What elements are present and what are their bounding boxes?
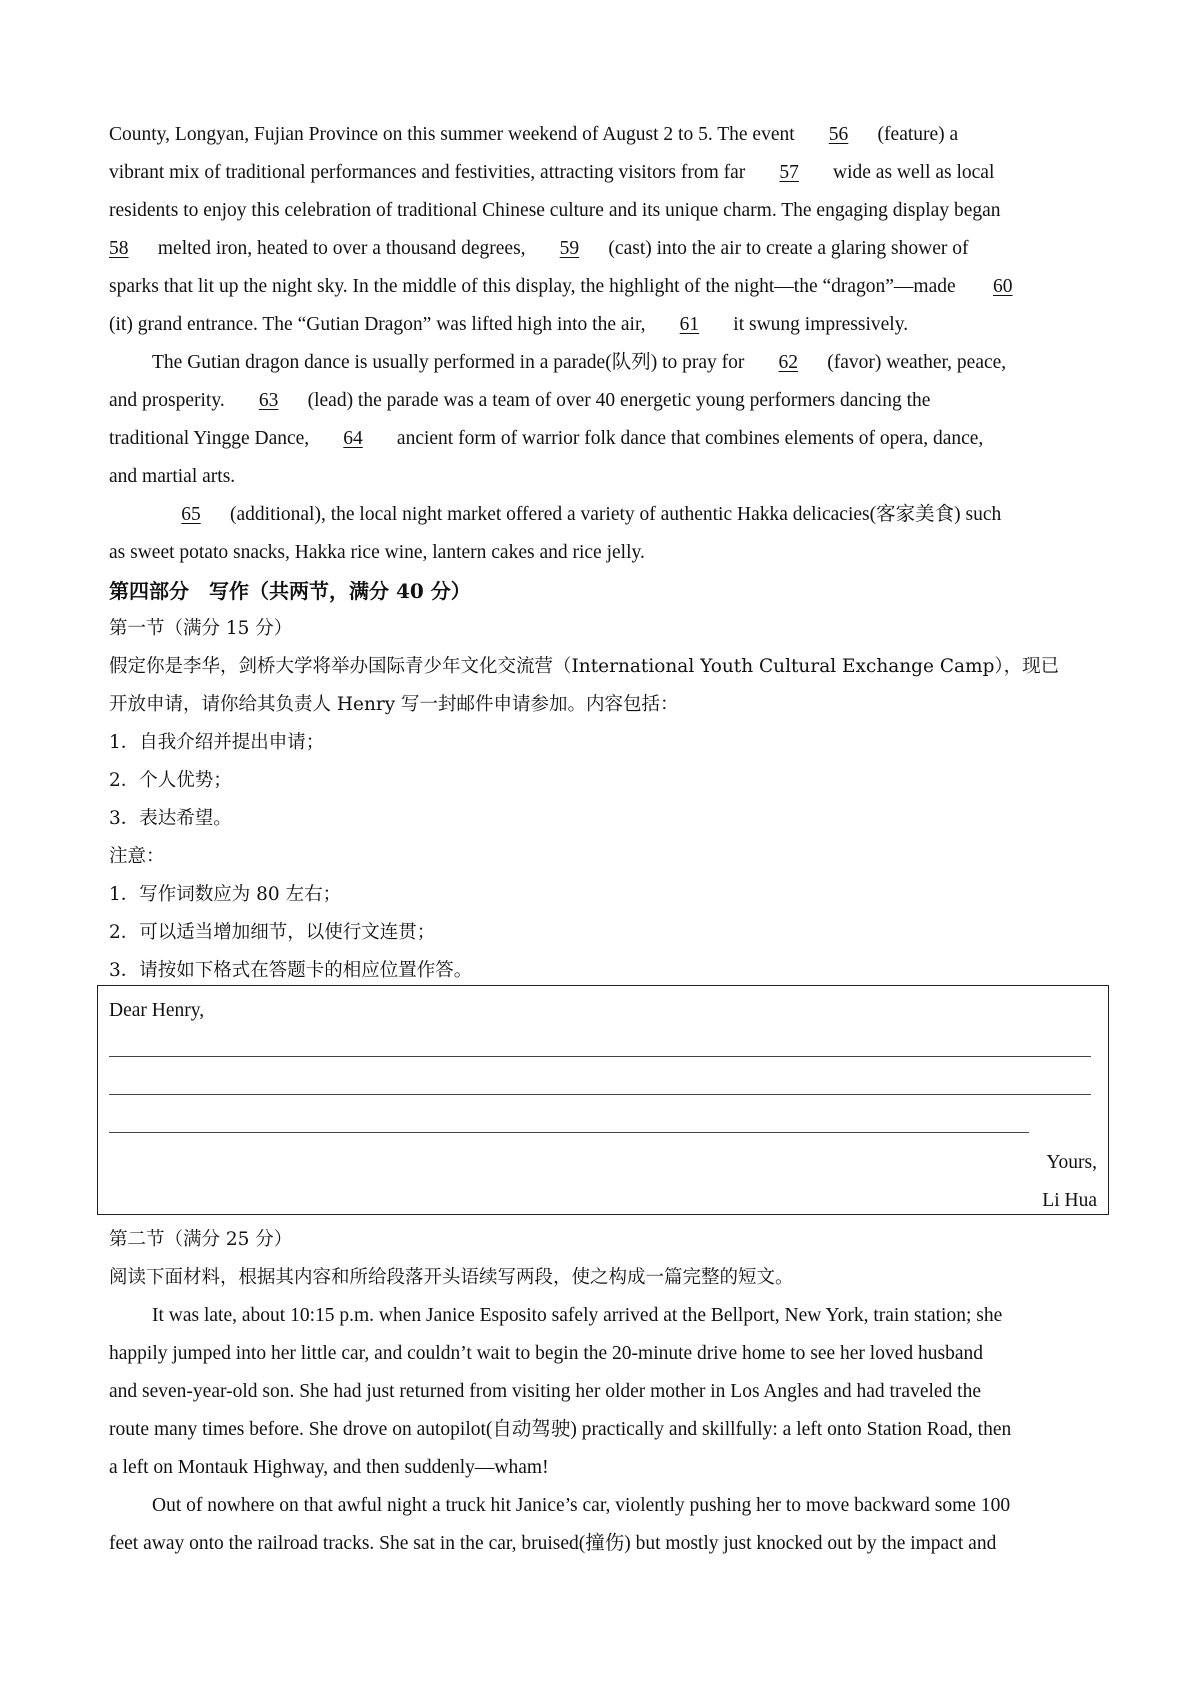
text: and martial arts. [109, 466, 236, 487]
text: The Gutian dragon dance is usually performed in a parade(队列) to pray for [152, 352, 750, 373]
passage-line-7 [152, 344, 1137, 382]
letter-greeting: Dear Henry, [109, 1000, 205, 1021]
passage-line-9 [109, 420, 1094, 458]
story-line-3: and seven-year-old son. She had just returned from visiting her older mother in Los Angles and had traveled the [109, 1381, 982, 1402]
content-item-1: 1．自我介绍并提出申请； [109, 732, 325, 753]
writing-line-1[interactable] [109, 1056, 1091, 1057]
passage-line-8 [109, 382, 1094, 420]
story-line-2: happily jumped into her little car, and couldn’t wait to begin the 20-minute drive home to see her loved husband [109, 1343, 983, 1364]
text: (feature) a [877, 124, 959, 145]
text: it swung impressively. [728, 314, 909, 335]
text: melted iron, heated to over a thousand degrees, [153, 238, 531, 259]
text: ancient form of warrior folk dance that combines elements of opera, dance, [392, 428, 984, 449]
letter-signature: Li Hua [1042, 1190, 1097, 1211]
text: (it) grand entrance. The “Gutian Dragon” was lifted high into the air, [109, 314, 651, 335]
continuation-task: 阅读下面材料，根据其内容和所给段落开头语续写两段，使之构成一篇完整的短文。 [109, 1267, 794, 1288]
blank-61[interactable]: 61 [679, 314, 700, 335]
passage-line-5 [109, 268, 1094, 306]
passage-line-11 [152, 496, 1137, 534]
blank-62[interactable]: 62 [778, 352, 798, 373]
note-item-2: 2．可以适当增加细节，以使行文连贯； [109, 922, 436, 943]
text: (favor) weather, peace, [827, 352, 1007, 373]
text: (lead) the parade was a team of over 40 energetic young performers dancing the [307, 390, 931, 411]
passage-line-6 [109, 306, 1094, 344]
blank-57[interactable]: 57 [779, 162, 799, 183]
note-item-3: 3．请按如下格式在答题卡的相应位置作答。 [109, 960, 473, 981]
text: (cast) into the air to create a glaring shower of [608, 238, 969, 259]
text: County, Longyan, Fujian Province on this summer weekend of August 2 to 5. The event [109, 124, 800, 145]
content-item-2: 2．个人优势； [109, 770, 232, 791]
story-line-7: feet away onto the railroad tracks. She sat in the car, bruised(撞伤) but mostly just knocked out by the impact and [109, 1533, 997, 1554]
task-line-1: 假定你是李华，剑桥大学将举办国际青少年文化交流营（International Youth Cultural Exchange Camp），现已 [109, 656, 1060, 677]
blank-59[interactable]: 59 [559, 238, 580, 259]
text: wide as well as local [828, 162, 995, 183]
task-line-2: 开放申请，请你给其负责人 Henry 写一封邮件申请参加。内容包括： [109, 694, 679, 715]
letter-closing: Yours, [1046, 1152, 1097, 1173]
passage-line-1 [109, 116, 1094, 154]
blank-60[interactable]: 60 [993, 276, 1013, 297]
note-item-1: 1．写作词数应为 80 左右； [109, 884, 342, 905]
text: sparks that lit up the night sky. In the middle of this display, the highlight of the night—the “dragon”—made [109, 276, 961, 297]
text: as sweet potato snacks, Hakka rice wine, lantern cakes and rice jelly. [109, 542, 645, 563]
note-title: 注意： [109, 846, 165, 867]
blank-58[interactable]: 58 [109, 238, 129, 259]
text: vibrant mix of traditional performances and festivities, attracting visitors from far [109, 162, 751, 183]
content-item-3: 3．表达希望。 [109, 808, 232, 829]
blank-64[interactable]: 64 [343, 428, 363, 449]
story-line-6: Out of nowhere on that awful night a truck hit Janice’s car, violently pushing her to move backward some 100 [152, 1495, 1011, 1516]
story-line-4: route many times before. She drove on autopilot(自动驾驶) practically and skillfully: a left onto Station Road, then [109, 1419, 1012, 1440]
text: traditional Yingge Dance, [109, 428, 315, 449]
section-heading: 第四部分 写作（共两节，满分 40 分） [109, 579, 471, 603]
passage-line-10 [109, 458, 1094, 496]
passage-line-2 [109, 154, 1094, 192]
blank-65[interactable]: 65 [181, 504, 201, 525]
text: and prosperity. [109, 390, 230, 411]
text: (additional), the local night market offered a variety of authentic Hakka delicacies(客家美食) such [230, 504, 1002, 525]
section2-title: 第二节（满分 25 分） [109, 1229, 293, 1250]
passage-line-12 [109, 534, 1094, 572]
writing-line-2[interactable] [109, 1094, 1091, 1095]
story-line-1: It was late, about 10:15 p.m. when Janice Esposito safely arrived at the Bellport, New York, train station; she [152, 1305, 1003, 1326]
blank-63[interactable]: 63 [258, 390, 279, 411]
blank-56[interactable]: 56 [828, 124, 849, 145]
story-line-5: a left on Montauk Highway, and then suddenly—wham! [109, 1457, 549, 1478]
passage-line-4 [109, 230, 1094, 268]
writing-line-3[interactable] [109, 1132, 1029, 1133]
passage-line-3 [109, 192, 1094, 230]
text: residents to enjoy this celebration of traditional Chinese culture and its unique charm. The engaging display began [109, 200, 1001, 221]
section1-title: 第一节（满分 15 分） [109, 618, 293, 639]
